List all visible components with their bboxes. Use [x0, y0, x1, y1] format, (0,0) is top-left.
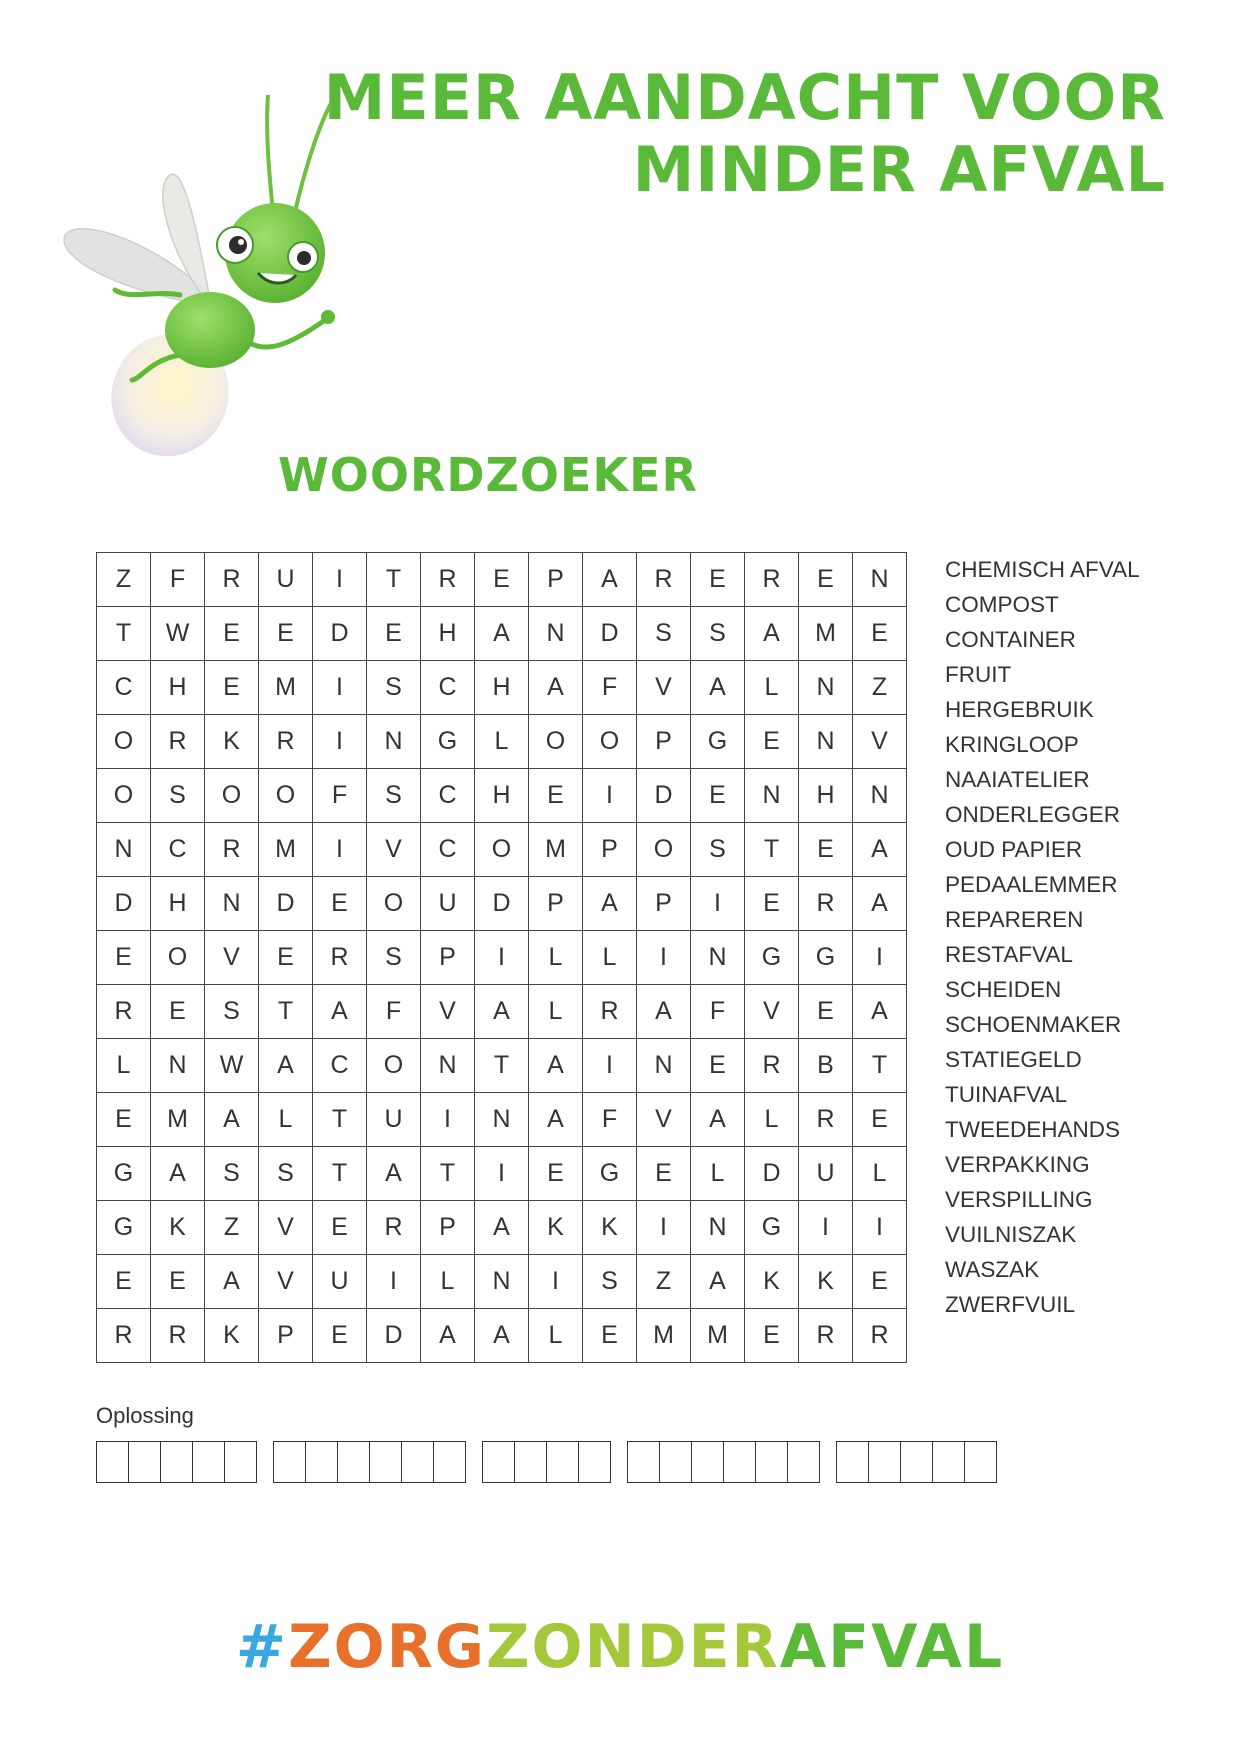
- grid-cell[interactable]: L: [529, 985, 583, 1039]
- grid-cell[interactable]: E: [205, 607, 259, 661]
- grid-cell[interactable]: N: [799, 661, 853, 715]
- solution-letter-box[interactable]: [692, 1442, 724, 1482]
- grid-cell[interactable]: R: [421, 553, 475, 607]
- grid-cell[interactable]: T: [853, 1039, 907, 1093]
- grid-cell[interactable]: E: [799, 985, 853, 1039]
- grid-cell[interactable]: I: [799, 1201, 853, 1255]
- grid-cell[interactable]: I: [529, 1255, 583, 1309]
- grid-cell[interactable]: A: [583, 877, 637, 931]
- solution-letter-box[interactable]: [901, 1442, 933, 1482]
- grid-cell[interactable]: R: [313, 931, 367, 985]
- grid-cell[interactable]: A: [745, 607, 799, 661]
- grid-cell[interactable]: O: [97, 715, 151, 769]
- grid-cell[interactable]: U: [799, 1147, 853, 1201]
- solution-letter-box[interactable]: [869, 1442, 901, 1482]
- grid-cell[interactable]: N: [97, 823, 151, 877]
- word-list-item: CHEMISCH AFVAL: [945, 557, 1140, 582]
- grid-cell[interactable]: M: [259, 823, 313, 877]
- solution-word-group: [836, 1441, 997, 1483]
- solution-letter-box[interactable]: [579, 1442, 611, 1482]
- word-list-item: SCHOENMAKER: [945, 1012, 1122, 1037]
- solution-letter-box[interactable]: [129, 1442, 161, 1482]
- grid-cell[interactable]: H: [421, 607, 475, 661]
- grid-cell[interactable]: R: [151, 715, 205, 769]
- solution-letter-box[interactable]: [306, 1442, 338, 1482]
- grid-cell[interactable]: T: [97, 607, 151, 661]
- word-list-item: COMPOST: [945, 592, 1059, 617]
- grid-cell[interactable]: K: [799, 1255, 853, 1309]
- grid-cell[interactable]: A: [529, 1093, 583, 1147]
- grid-cell[interactable]: C: [421, 661, 475, 715]
- hashtag-zonder: ZONDER: [486, 1612, 780, 1682]
- grid-cell[interactable]: S: [691, 823, 745, 877]
- grid-cell[interactable]: S: [151, 769, 205, 823]
- grid-cell[interactable]: L: [745, 661, 799, 715]
- solution-letter-box[interactable]: [547, 1442, 579, 1482]
- word-list-item: TUINAFVAL: [945, 1082, 1068, 1107]
- word-list-item: SCHEIDEN: [945, 977, 1062, 1002]
- grid-cell[interactable]: V: [745, 985, 799, 1039]
- grid-cell[interactable]: R: [151, 1309, 205, 1363]
- solution-word-group: [96, 1441, 257, 1483]
- grid-cell[interactable]: P: [421, 931, 475, 985]
- grid-cell[interactable]: O: [259, 769, 313, 823]
- grid-cell[interactable]: N: [745, 769, 799, 823]
- grid-cell[interactable]: A: [475, 1309, 529, 1363]
- grid-cell[interactable]: A: [691, 1255, 745, 1309]
- grid-cell[interactable]: S: [583, 1255, 637, 1309]
- grid-cell[interactable]: N: [691, 1201, 745, 1255]
- solution-label: Oplossing: [96, 1403, 194, 1428]
- grid-cell[interactable]: E: [97, 1093, 151, 1147]
- word-list: [945, 552, 1140, 1322]
- grid-cell[interactable]: N: [529, 607, 583, 661]
- grid-cell[interactable]: K: [151, 1201, 205, 1255]
- solution-letter-box[interactable]: [933, 1442, 965, 1482]
- grid-cell[interactable]: H: [475, 661, 529, 715]
- grid-cell[interactable]: R: [745, 553, 799, 607]
- word-list-item: RESTAFVAL: [945, 942, 1073, 967]
- solution-letter-box[interactable]: [402, 1442, 434, 1482]
- grid-cell[interactable]: F: [151, 553, 205, 607]
- word-list-item: TWEEDEHANDS: [945, 1117, 1121, 1142]
- grid-cell[interactable]: I: [313, 661, 367, 715]
- grid-cell[interactable]: A: [313, 985, 367, 1039]
- grid-cell[interactable]: E: [799, 553, 853, 607]
- grid-cell[interactable]: E: [529, 769, 583, 823]
- grid-cell[interactable]: E: [151, 1255, 205, 1309]
- grid-cell[interactable]: L: [475, 715, 529, 769]
- grid-cell[interactable]: V: [367, 823, 421, 877]
- grid-cell[interactable]: H: [151, 661, 205, 715]
- grid-cell[interactable]: M: [691, 1309, 745, 1363]
- grid-cell[interactable]: C: [421, 769, 475, 823]
- grid-cell[interactable]: D: [583, 607, 637, 661]
- grid-cell[interactable]: S: [691, 607, 745, 661]
- grid-cell[interactable]: I: [475, 931, 529, 985]
- grid-cell[interactable]: D: [745, 1147, 799, 1201]
- grid-cell[interactable]: E: [259, 931, 313, 985]
- page-title: [324, 62, 1166, 206]
- grid-cell[interactable]: U: [313, 1255, 367, 1309]
- grid-cell[interactable]: R: [637, 553, 691, 607]
- solution-word-group: [482, 1441, 611, 1483]
- grid-cell[interactable]: I: [583, 1039, 637, 1093]
- grid-cell[interactable]: N: [637, 1039, 691, 1093]
- grid-cell[interactable]: E: [745, 1309, 799, 1363]
- grid-cell[interactable]: P: [259, 1309, 313, 1363]
- word-list-item: HERGEBRUIK: [945, 697, 1094, 722]
- grid-cell[interactable]: R: [799, 1093, 853, 1147]
- grid-cell[interactable]: P: [421, 1201, 475, 1255]
- grid-cell[interactable]: A: [475, 607, 529, 661]
- grid-cell[interactable]: M: [799, 607, 853, 661]
- grid-cell[interactable]: N: [421, 1039, 475, 1093]
- grid-cell[interactable]: V: [205, 931, 259, 985]
- solution-letter-box[interactable]: [225, 1442, 257, 1482]
- grid-cell[interactable]: D: [313, 607, 367, 661]
- grid-cell[interactable]: L: [97, 1039, 151, 1093]
- grid-cell[interactable]: S: [205, 985, 259, 1039]
- grid-cell[interactable]: T: [475, 1039, 529, 1093]
- grid-cell[interactable]: G: [799, 931, 853, 985]
- grid-cell[interactable]: L: [529, 931, 583, 985]
- grid-cell[interactable]: E: [475, 553, 529, 607]
- solution-letter-box[interactable]: [161, 1442, 193, 1482]
- grid-cell[interactable]: A: [367, 1147, 421, 1201]
- grid-cell[interactable]: F: [583, 661, 637, 715]
- grid-cell[interactable]: E: [853, 1093, 907, 1147]
- grid-cell[interactable]: D: [637, 769, 691, 823]
- grid-cell[interactable]: E: [637, 1147, 691, 1201]
- grid-cell[interactable]: U: [367, 1093, 421, 1147]
- solution-letter-box[interactable]: [515, 1442, 547, 1482]
- grid-cell[interactable]: E: [259, 607, 313, 661]
- grid-cell[interactable]: I: [475, 1147, 529, 1201]
- word-list-item: NAAIATELIER: [945, 767, 1090, 792]
- grid-cell[interactable]: O: [529, 715, 583, 769]
- grid-cell[interactable]: A: [853, 877, 907, 931]
- grid-cell[interactable]: N: [367, 715, 421, 769]
- grid-cell[interactable]: M: [529, 823, 583, 877]
- grid-cell[interactable]: V: [853, 715, 907, 769]
- solution-letter-box[interactable]: [756, 1442, 788, 1482]
- word-list-item: WASZAK: [945, 1257, 1040, 1282]
- grid-cell[interactable]: E: [691, 769, 745, 823]
- grid-cell[interactable]: K: [745, 1255, 799, 1309]
- grid-cell[interactable]: R: [745, 1039, 799, 1093]
- grid-cell[interactable]: F: [367, 985, 421, 1039]
- grid-cell[interactable]: G: [97, 1147, 151, 1201]
- grid-cell[interactable]: N: [151, 1039, 205, 1093]
- grid-cell[interactable]: I: [313, 553, 367, 607]
- grid-cell[interactable]: R: [205, 553, 259, 607]
- word-list-item: REPAREREN: [945, 907, 1084, 932]
- grid-cell[interactable]: E: [853, 1255, 907, 1309]
- grid-cell[interactable]: T: [259, 985, 313, 1039]
- grid-cell[interactable]: E: [799, 823, 853, 877]
- grid-cell[interactable]: F: [583, 1093, 637, 1147]
- solution-letter-box[interactable]: [97, 1442, 129, 1482]
- word-list-item: KRINGLOOP: [945, 732, 1079, 757]
- grid-cell[interactable]: A: [691, 661, 745, 715]
- word-list-item: STATIEGELD: [945, 1047, 1082, 1072]
- solution-letter-box[interactable]: [274, 1442, 306, 1482]
- grid-cell[interactable]: V: [637, 1093, 691, 1147]
- grid-cell[interactable]: A: [529, 661, 583, 715]
- solution-letter-box[interactable]: [483, 1442, 515, 1482]
- grid-cell[interactable]: R: [97, 1309, 151, 1363]
- grid-cell[interactable]: A: [853, 823, 907, 877]
- grid-cell[interactable]: A: [583, 553, 637, 607]
- grid-cell[interactable]: C: [97, 661, 151, 715]
- grid-cell[interactable]: K: [205, 1309, 259, 1363]
- grid-cell[interactable]: S: [205, 1147, 259, 1201]
- grid-cell[interactable]: N: [691, 931, 745, 985]
- grid-cell[interactable]: E: [745, 877, 799, 931]
- grid-cell[interactable]: E: [691, 1039, 745, 1093]
- grid-cell[interactable]: R: [853, 1309, 907, 1363]
- word-list-item: VUILNISZAK: [945, 1222, 1077, 1247]
- solution-boxes: [96, 1441, 1013, 1483]
- grid-cell[interactable]: I: [583, 769, 637, 823]
- grid-cell[interactable]: I: [853, 931, 907, 985]
- grid-cell[interactable]: S: [637, 607, 691, 661]
- grid-cell[interactable]: E: [367, 607, 421, 661]
- grid-cell[interactable]: D: [367, 1309, 421, 1363]
- solution-letter-box[interactable]: [628, 1442, 660, 1482]
- grid-cell[interactable]: N: [853, 553, 907, 607]
- grid-cell[interactable]: L: [853, 1147, 907, 1201]
- grid-cell[interactable]: H: [799, 769, 853, 823]
- grid-cell[interactable]: V: [259, 1255, 313, 1309]
- grid-cell[interactable]: V: [421, 985, 475, 1039]
- grid-cell[interactable]: I: [313, 823, 367, 877]
- grid-cell[interactable]: E: [313, 877, 367, 931]
- grid-cell[interactable]: R: [367, 1201, 421, 1255]
- grid-cell[interactable]: Z: [205, 1201, 259, 1255]
- grid-cell[interactable]: O: [583, 715, 637, 769]
- grid-cell[interactable]: E: [97, 931, 151, 985]
- grid-cell[interactable]: O: [367, 1039, 421, 1093]
- grid-cell[interactable]: P: [583, 823, 637, 877]
- grid-cell[interactable]: T: [421, 1147, 475, 1201]
- grid-cell[interactable]: P: [529, 877, 583, 931]
- grid-cell[interactable]: E: [205, 661, 259, 715]
- grid-cell[interactable]: T: [745, 823, 799, 877]
- grid-cell[interactable]: I: [637, 931, 691, 985]
- grid-cell[interactable]: L: [529, 1309, 583, 1363]
- grid-cell[interactable]: I: [367, 1255, 421, 1309]
- word-list-item: FRUIT: [945, 662, 1012, 687]
- grid-cell[interactable]: E: [313, 1201, 367, 1255]
- grid-cell[interactable]: E: [853, 607, 907, 661]
- solution-letter-box[interactable]: [837, 1442, 869, 1482]
- firefly-mascot-illustration: [60, 95, 380, 495]
- grid-cell[interactable]: R: [799, 1309, 853, 1363]
- grid-cell[interactable]: L: [259, 1093, 313, 1147]
- grid-cell[interactable]: P: [637, 715, 691, 769]
- grid-cell[interactable]: I: [691, 877, 745, 931]
- solution-letter-box[interactable]: [193, 1442, 225, 1482]
- grid-cell[interactable]: G: [421, 715, 475, 769]
- grid-cell[interactable]: F: [313, 769, 367, 823]
- grid-cell[interactable]: W: [151, 607, 205, 661]
- grid-cell[interactable]: L: [421, 1255, 475, 1309]
- grid-cell[interactable]: N: [205, 877, 259, 931]
- word-list-item: VERPAKKING: [945, 1152, 1090, 1177]
- grid-cell[interactable]: D: [97, 877, 151, 931]
- grid-cell[interactable]: E: [97, 1255, 151, 1309]
- word-list-item: OUD PAPIER: [945, 837, 1083, 862]
- grid-cell[interactable]: D: [475, 877, 529, 931]
- word-list-item: PEDAALEMMER: [945, 872, 1118, 897]
- grid-cell[interactable]: M: [637, 1309, 691, 1363]
- grid-cell[interactable]: P: [529, 553, 583, 607]
- grid-cell[interactable]: G: [745, 1201, 799, 1255]
- grid-cell[interactable]: C: [313, 1039, 367, 1093]
- grid-cell[interactable]: A: [853, 985, 907, 1039]
- grid-cell[interactable]: E: [745, 715, 799, 769]
- grid-cell[interactable]: S: [367, 769, 421, 823]
- grid-cell[interactable]: R: [799, 877, 853, 931]
- grid-cell[interactable]: O: [367, 877, 421, 931]
- grid-cell[interactable]: O: [151, 931, 205, 985]
- grid-cell[interactable]: I: [313, 715, 367, 769]
- grid-cell[interactable]: R: [583, 985, 637, 1039]
- grid-cell[interactable]: Z: [853, 661, 907, 715]
- grid-cell[interactable]: R: [97, 985, 151, 1039]
- grid-cell[interactable]: R: [205, 823, 259, 877]
- grid-cell[interactable]: U: [259, 553, 313, 607]
- grid-cell[interactable]: O: [637, 823, 691, 877]
- grid-cell[interactable]: E: [151, 985, 205, 1039]
- grid-cell[interactable]: U: [421, 877, 475, 931]
- grid-cell[interactable]: G: [583, 1147, 637, 1201]
- solution-letter-box[interactable]: [370, 1442, 402, 1482]
- grid-cell[interactable]: M: [259, 661, 313, 715]
- grid-cell[interactable]: H: [151, 877, 205, 931]
- solution-letter-box[interactable]: [724, 1442, 756, 1482]
- grid-cell[interactable]: N: [853, 769, 907, 823]
- grid-cell[interactable]: H: [475, 769, 529, 823]
- hashtag-zorg: ZORG: [288, 1612, 487, 1682]
- solution-word-group: [627, 1441, 820, 1483]
- grid-cell[interactable]: P: [637, 877, 691, 931]
- grid-cell[interactable]: M: [151, 1093, 205, 1147]
- word-list-item: ONDERLEGGER: [945, 802, 1121, 827]
- grid-cell[interactable]: A: [205, 1093, 259, 1147]
- solution-letter-box[interactable]: [965, 1442, 997, 1482]
- grid-cell[interactable]: A: [691, 1093, 745, 1147]
- grid-cell[interactable]: O: [475, 823, 529, 877]
- grid-cell[interactable]: G: [97, 1201, 151, 1255]
- grid-cell[interactable]: N: [475, 1255, 529, 1309]
- grid-cell[interactable]: A: [475, 1201, 529, 1255]
- grid-cell[interactable]: V: [637, 661, 691, 715]
- grid-cell[interactable]: O: [97, 769, 151, 823]
- grid-cell[interactable]: I: [853, 1201, 907, 1255]
- word-list-item: VERSPILLING: [945, 1187, 1093, 1212]
- title-line-2: MINDER AFVAL: [632, 133, 1166, 206]
- grid-cell[interactable]: A: [421, 1309, 475, 1363]
- grid-cell[interactable]: R: [259, 715, 313, 769]
- grid-cell[interactable]: A: [637, 985, 691, 1039]
- grid-cell[interactable]: Z: [637, 1255, 691, 1309]
- grid-cell[interactable]: I: [421, 1093, 475, 1147]
- grid-cell[interactable]: E: [691, 553, 745, 607]
- grid-cell[interactable]: A: [529, 1039, 583, 1093]
- grid-cell[interactable]: E: [583, 1309, 637, 1363]
- grid-cell[interactable]: I: [637, 1201, 691, 1255]
- solution-letter-box[interactable]: [338, 1442, 370, 1482]
- word-search-grid: [96, 552, 907, 1363]
- grid-cell[interactable]: S: [367, 931, 421, 985]
- grid-cell[interactable]: N: [475, 1093, 529, 1147]
- grid-cell[interactable]: S: [367, 661, 421, 715]
- solution-letter-box[interactable]: [660, 1442, 692, 1482]
- grid-cell[interactable]: A: [259, 1039, 313, 1093]
- grid-cell[interactable]: D: [259, 877, 313, 931]
- grid-cell[interactable]: C: [151, 823, 205, 877]
- grid-cell[interactable]: V: [259, 1201, 313, 1255]
- grid-cell[interactable]: W: [205, 1039, 259, 1093]
- grid-cell[interactable]: E: [529, 1147, 583, 1201]
- grid-cell[interactable]: K: [583, 1201, 637, 1255]
- grid-cell[interactable]: B: [799, 1039, 853, 1093]
- hashtag-afval: AFVAL: [779, 1612, 1005, 1682]
- word-list-item: ZWERFVUIL: [945, 1292, 1076, 1317]
- grid-cell[interactable]: A: [205, 1255, 259, 1309]
- grid-cell[interactable]: T: [313, 1093, 367, 1147]
- grid-cell[interactable]: Z: [97, 553, 151, 607]
- grid-cell[interactable]: T: [367, 553, 421, 607]
- grid-cell[interactable]: G: [691, 715, 745, 769]
- grid-cell[interactable]: A: [151, 1147, 205, 1201]
- grid-cell[interactable]: O: [205, 769, 259, 823]
- title-line-1: MEER AANDACHT VOOR: [323, 61, 1166, 134]
- grid-cell[interactable]: L: [745, 1093, 799, 1147]
- grid-cell[interactable]: K: [529, 1201, 583, 1255]
- grid-cell[interactable]: L: [583, 931, 637, 985]
- hashtag-footer: [0, 1612, 1240, 1682]
- solution-letter-box[interactable]: [434, 1442, 466, 1482]
- grid-cell[interactable]: N: [799, 715, 853, 769]
- grid-cell[interactable]: C: [421, 823, 475, 877]
- solution-letter-box[interactable]: [788, 1442, 820, 1482]
- grid-cell[interactable]: K: [205, 715, 259, 769]
- grid-cell[interactable]: L: [691, 1147, 745, 1201]
- grid-cell[interactable]: A: [475, 985, 529, 1039]
- grid-cell[interactable]: E: [313, 1309, 367, 1363]
- grid-cell[interactable]: T: [313, 1147, 367, 1201]
- grid-cell[interactable]: S: [259, 1147, 313, 1201]
- puzzle-heading: WOORDZOEKER: [278, 448, 698, 502]
- word-list-item: CONTAINER: [945, 627, 1076, 652]
- hashtag-hash: #: [235, 1612, 289, 1682]
- grid-cell[interactable]: G: [745, 931, 799, 985]
- solution-word-group: [273, 1441, 466, 1483]
- grid-cell[interactable]: F: [691, 985, 745, 1039]
